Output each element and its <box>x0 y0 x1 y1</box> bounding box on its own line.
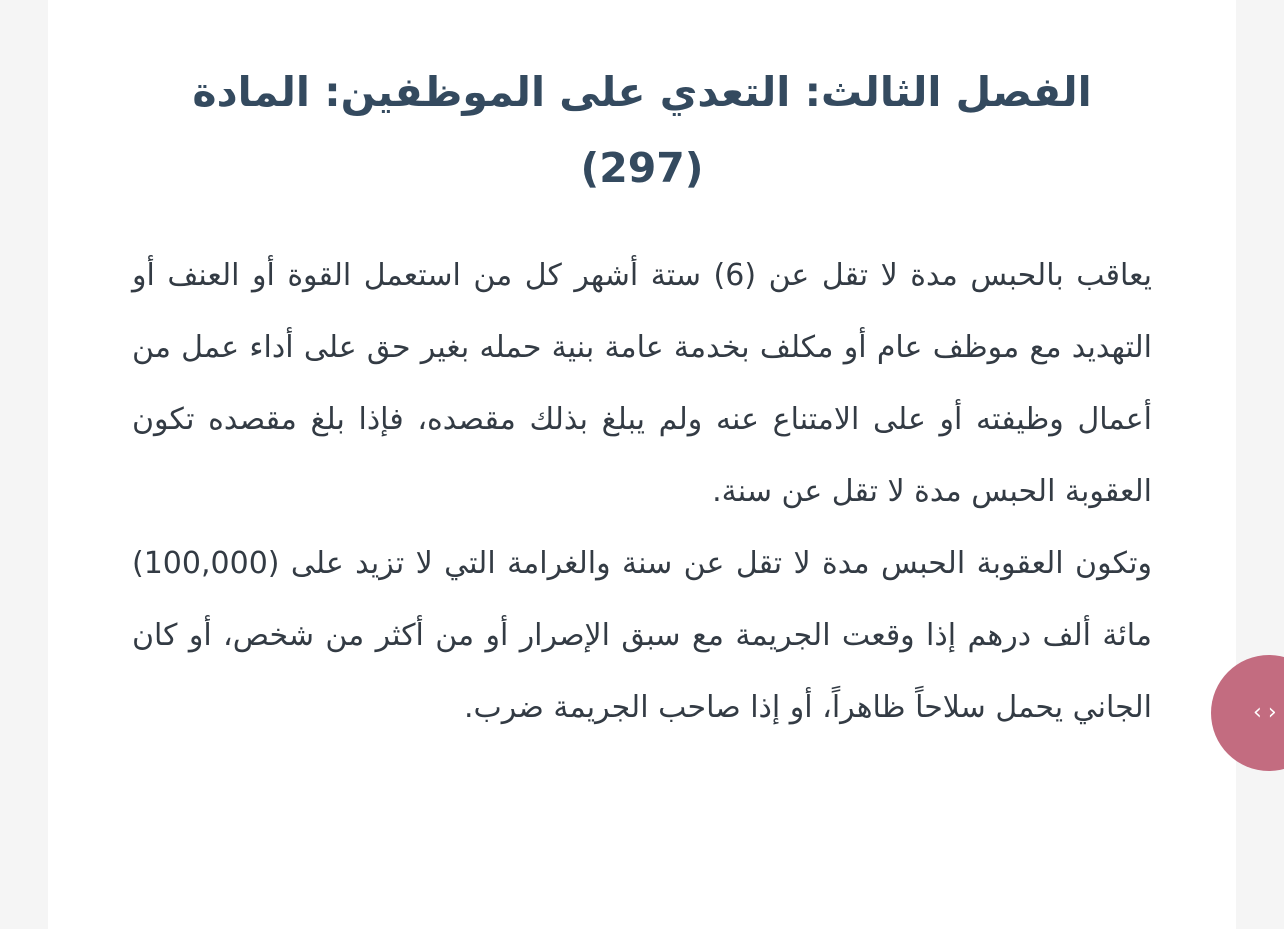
chevron-left-icon: ‹ <box>1253 700 1262 725</box>
article-paragraph-1: يعاقب بالحبس مدة لا تقل عن (6) ستة أشهر كل من استعمل القوة أو العنف أو التهديد مع موظف عام أو مكلف بخدمة عامة بنية حمله بغير حق على أداء عمل من أعمال وظيفته أو على الامتناع عنه ولم يبلغ بذلك مقصده، فإذا بلغ مقصده تكون العقوبة الحبس مدة لا تقل عن سنة. <box>132 258 1152 509</box>
page-card <box>48 0 1236 929</box>
article-content <box>132 54 1152 744</box>
chevron-right-icon: › <box>1267 700 1277 725</box>
article-title: الفصل الثالث: التعدي على الموظفين: المادة (297) <box>192 68 1092 192</box>
code-chevrons-icon <box>1253 693 1283 733</box>
article-paragraph-2: وتكون العقوبة الحبس مدة لا تقل عن سنة والغرامة التي لا تزيد على (100,000) مائة ألف درهم إذا وقعت الجريمة مع سبق الإصرار أو من أكثر من شخص، أو كان الجاني يحمل سلاحاً ظاهراً، أو إذا صاحب الجريمة ضرب. <box>132 546 1152 725</box>
